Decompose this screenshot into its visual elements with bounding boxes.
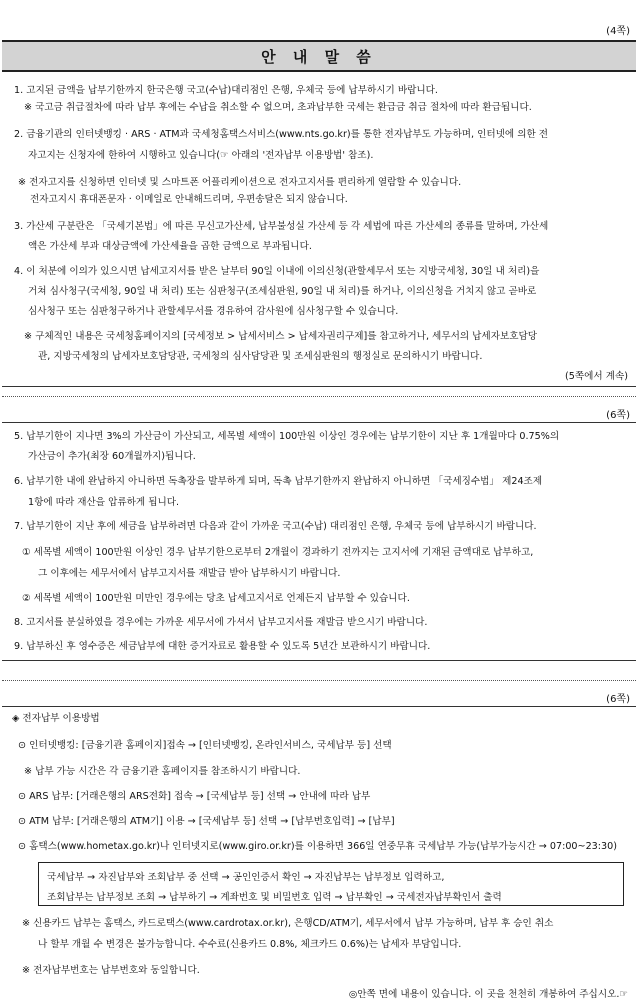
item-8: 8. 고지서를 분실하였을 경우에는 가까운 세무서에 가셔서 납부고지서를 재발급 받으시기 바랍니다. xyxy=(14,617,428,628)
item-3: 3. 가산세 구분란은 「국세기본법」에 따른 무신고가산세, 납부불성실 가산세 등 각 세법에 따른 가산세의 종류를 말하며, 가산세 xyxy=(14,221,549,232)
credit-card-note-cont: 나 할부 개월 수 변경은 불가능합니다. 수수료(신용카드 0.8%, 체크카드 0.6%)는 납세자 부담입니다. xyxy=(38,939,462,950)
item-2-cont: 자고지는 신청자에 한하여 시행하고 있습니다(☞ 아래의 '전자납부 이용방법' 참조). xyxy=(28,150,374,161)
notice-title: 안 내 말 씀 xyxy=(261,47,377,66)
notice-title-bar xyxy=(2,40,636,72)
procedure-line-1: 국세납부 → 자진납부와 조회납부 중 선택 → 공인인증서 확인 → 자진납부는 납부정보 입력하고, xyxy=(47,872,445,883)
item-3-cont: 액은 가산세 부과 대상금액에 가산세율을 곱한 금액으로 부과됩니다. xyxy=(28,241,312,252)
continue-note: (5쪽에서 계속) xyxy=(565,371,628,382)
internet-banking-step: ⊙ 인터넷뱅킹: [금융기관 홈페이지]접속 → [인터넷뱅킹, 온라인서비스, 국세납부 등] 선택 xyxy=(18,740,392,751)
item-4-note-cont: 관, 지방국세청의 납세자보호담당관, 국세청의 심사담당관 및 조세심판원의 행정실로 문의하시기 바랍니다. xyxy=(38,351,483,362)
item-2-note-cont: 전자고지시 휴대폰문자 · 이메일로 안내해드리며, 우편송달은 되지 않습니다. xyxy=(30,194,348,205)
item-4: 4. 이 처분에 이의가 있으시면 납세고지서를 받은 날부터 90일 이내에 이의신청(관할세무서 또는 지방국세청, 30일 내 처리)을 xyxy=(14,266,540,277)
fold-line xyxy=(2,680,636,681)
page-divider xyxy=(2,422,636,423)
page-divider xyxy=(2,660,636,661)
item-4-note: ※ 구체적인 내용은 국세청홈페이지의 [국세정보 > 납세서비스 > 납세자권리구제]를 참고하거나, 세무서의 납세자보호담당 xyxy=(24,331,538,342)
item-7-sub-1-cont: 그 이후에는 세무서에서 납부고지서를 재발급 받아 납부하시기 바랍니다. xyxy=(38,568,341,579)
page-divider xyxy=(2,386,636,387)
item-5: 5. 납부기한이 지나면 3%의 가산금이 가산되고, 세목별 세액이 100만원 이상인 경우에는 납부기한이 지난 후 1개월마다 0.75%의 xyxy=(14,431,560,442)
item-4-cont-2: 심사청구 또는 심판청구하거나 관할세무서를 경유하여 감사원에 심사청구할 수 있습니다. xyxy=(28,306,399,317)
fold-line xyxy=(2,396,636,397)
item-2-note: ※ 전자고지를 신청하면 인터넷 및 스마트폰 어플리케이션으로 전자고지서를 편리하게 열람할 수 있습니다. xyxy=(18,177,462,188)
internet-banking-note: ※ 납부 가능 시간은 각 금융기관 홈페이지를 참조하시기 바랍니다. xyxy=(24,766,301,777)
credit-card-note: ※ 신용카드 납부는 홈택스, 카드로택스(www.cardrotax.or.kr), 은행CD/ATM기, 세무서에서 납부 가능하며, 납부 후 승인 취소 xyxy=(22,918,554,929)
item-4-cont-1: 거쳐 심사청구(국세청, 90일 내 처리) 또는 심판청구(조세심판원, 90일 내 처리)를 하거나, 이의신청을 거치지 않고 곧바로 xyxy=(28,286,537,297)
item-6-cont: 1항에 따라 재산을 압류하게 됩니다. xyxy=(28,497,180,508)
page-number: (4쪽) xyxy=(606,26,630,37)
item-7: 7. 납부기한이 지난 후에 세금을 납부하려면 다음과 같이 가까운 국고(수납) 대리점인 은행, 우체국 등에 납부하시기 바랍니다. xyxy=(14,521,537,532)
e-payment-section-title: ◈ 전자납부 이용방법 xyxy=(12,713,100,724)
hometax-payment-step: ⊙ 홈택스(www.hometax.go.kr)나 인터넷지로(www.giro.or.kr)를 이용하면 366일 연중무휴 국세납부 가능(납부가능시간 → 07:00~23:30) xyxy=(18,841,617,852)
atm-payment-step: ⊙ ATM 납부: [거래은행의 ATM기] 이용 → [국세납부 등] 선택 → [납부번호입력] → [납부] xyxy=(18,816,395,827)
page-divider xyxy=(2,706,636,707)
hometax-procedure-box xyxy=(38,862,624,906)
procedure-line-2: 조회납부는 납부정보 조회 → 납부하기 → 계좌번호 및 비밀번호 입력 → 납부확인 → 국세전자납부확인서 출력 xyxy=(47,892,502,903)
page-number: (6쪽) xyxy=(606,694,630,705)
item-2: 2. 금융기관의 인터넷뱅킹 · ARS · ATM과 국세청홈택스서비스(www.nts.go.kr)를 통한 전자납부도 가능하며, 인터넷에 의한 전 xyxy=(14,129,549,140)
item-7-sub-1: ① 세목별 세액이 100만원 이상인 경우 납부기한으로부터 2개월이 경과하기 전까지는 고지서에 기재된 금액대로 납부하고, xyxy=(22,547,534,558)
item-1-note: ※ 국고금 취급절차에 따라 납부 후에는 수납을 취소할 수 없으며, 초과납부한 국세는 환급금 취급 절차에 따라 환급됩니다. xyxy=(24,102,532,113)
ars-payment-step: ⊙ ARS 납부: [거래은행의 ARS전화] 접속 → [국세납부 등] 선택 → 안내에 따라 납부 xyxy=(18,791,371,802)
item-7-sub-2: ② 세목별 세액이 100만원 미만인 경우에는 당초 납세고지서로 언제든지 납부할 수 있습니다. xyxy=(22,593,410,604)
item-5-cont: 가산금이 추가(최장 60개월까지)됩니다. xyxy=(28,451,196,462)
item-1: 1. 고지된 금액을 납부기한까지 한국은행 국고(수납)대리점인 은행, 우체국 등에 납부하시기 바랍니다. xyxy=(14,85,438,96)
e-payment-number-note: ※ 전자납부번호는 납부번호와 동일합니다. xyxy=(22,965,200,976)
item-6: 6. 납부기한 내에 완납하지 아니하면 독촉장을 발부하게 되며, 독촉 납부기한까지 완납하지 아니하면 「국세징수법」 제24조제 xyxy=(14,476,543,487)
item-9: 9. 납부하신 후 영수증은 세금납부에 대한 증거자료로 활용할 수 있도록 5년간 보관하시기 바랍니다. xyxy=(14,641,431,652)
page-number: (6쪽) xyxy=(606,410,630,421)
open-instruction-note: ◎안쪽 면에 내용이 있습니다. 이 곳을 천천히 개봉하여 주십시오.☞ xyxy=(348,989,628,1000)
